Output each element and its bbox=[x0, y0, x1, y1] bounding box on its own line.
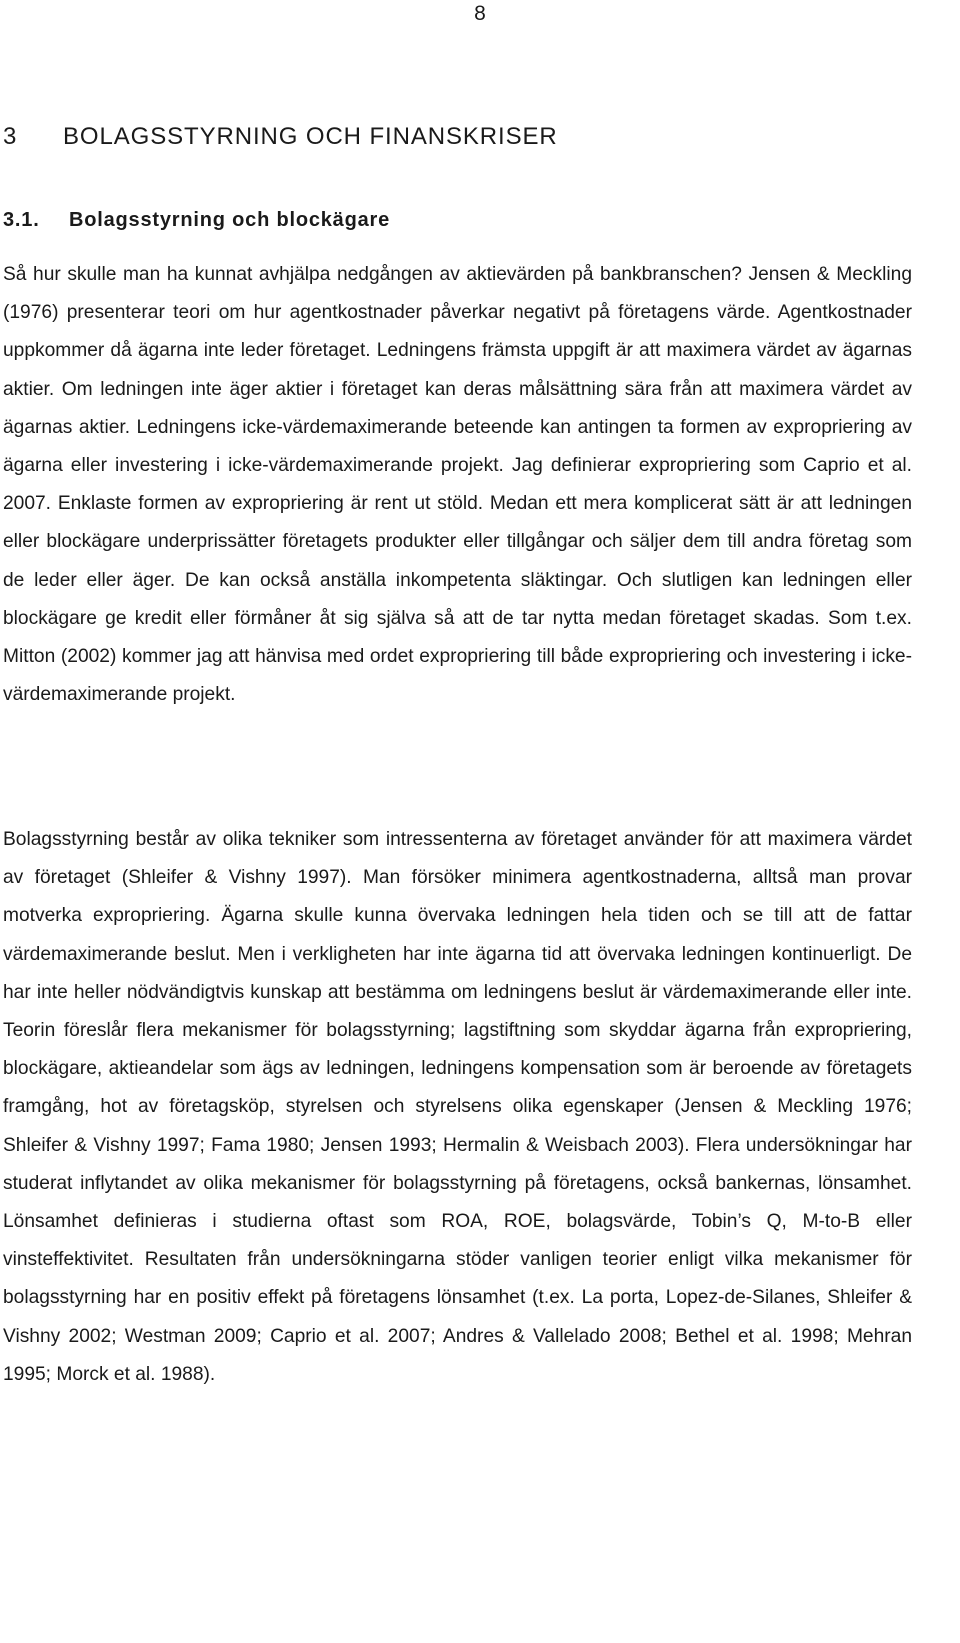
section-title: Bolagsstyrning och blockägare bbox=[69, 209, 391, 231]
chapter-heading bbox=[3, 121, 558, 153]
body-paragraph: Bolagsstyrning består av olika tekniker som intressenterna av företaget använder för att maximera värdet av företaget (Shleifer & Vishny 1997). Man försöker minimera agentkostnaderna, alltså man provar motverka expropriering. Ägarna skulle kunna övervaka ledningen hela tiden och se till att de fattar värdemaximerande beslut. Men i verkligheten har inte ägarna tid att övervaka ledningen kontinuerligt. De har inte heller nödvändigtvis kunskap att bestämma om ledningens beslut är värdemaximerande eller inte. Teorin föreslår flera mekanismer för bolagsstyrning; lagstiftning som skyddar ägarna från expropriering, blockägare, aktieandelar som ägs av ledningen, ledningens kompensation som är beroende av företagets framgång, hot av företagsköp, styrelsen och styrelsens olika egenskaper (Jensen & Meckling 1976; Shleifer & Vishny 1997; Fama 1980; Jensen 1993; Hermalin & Weisbach 2003). Flera undersökningar har studerat inflytandet av olika mekanismer för bolagsstyrning på företagens, också bankernas, lönsamhet. Lönsamhet definieras i studierna oftast som ROA, ROE, bolagsvärde, Tobin’s Q, M-to-B eller vinsteffektivitet. Resultaten från undersökningarna stöder vanligen teorier enligt vilka mekanismer för bolagsstyrning har en positiv effekt på företagens lönsamhet (t.ex. La porta, Lopez-de-Silanes, Shleifer & Vishny 2002; Westman 2009; Caprio et al. 2007; Andres & Vallelado 2008; Bethel et al. 1998; Mehran 1995; Morck et al. 1988). bbox=[3, 829, 912, 1385]
section-number: 3.1. bbox=[3, 209, 40, 231]
section-heading bbox=[3, 206, 390, 234]
body-paragraph: Så hur skulle man ha kunnat avhjälpa nedgången av aktievärden på bankbranschen? Jensen & Meckling (1976) presenterar teori om hur agentkostnader påverkar negativt på företagens värde. Agentkostnader uppkommer då ägarna inte leder företaget. Ledningens främsta uppgift är att maximera värdet av ägarnas aktier. Om ledningen inte äger aktier i företaget kan deras målsättning sära från att maximera värdet av ägarnas aktier. Ledningens icke-värdemaximerande beteende kan antingen ta formen av expropriering av ägarna eller investering i icke-värdemaximerande projekt. Jag definierar expropriering som Caprio et al. 2007. Enklaste formen av expropriering är rent ut stöld. Medan ett mera komplicerat sätt är att ledningen eller blockägare underprissätter företagets produkter eller tillgångar och säljer dem till andra företag som de leder eller äger. De kan också anställa inkompetenta släktingar. Och slutligen kan ledningen eller blockägare ge kredit eller förmåner åt sig själva så att de tar nytta medan företaget skadas. Som t.ex. Mitton (2002) kommer jag att hänvisa med ordet expropriering till både expropriering och investering i icke-värdemaximerande projekt. bbox=[3, 264, 912, 706]
page-number: 8 bbox=[474, 2, 486, 25]
chapter-number: 3 bbox=[3, 123, 18, 150]
chapter-title: BOLAGSSTYRNING OCH FINANSKRISER bbox=[63, 123, 558, 150]
